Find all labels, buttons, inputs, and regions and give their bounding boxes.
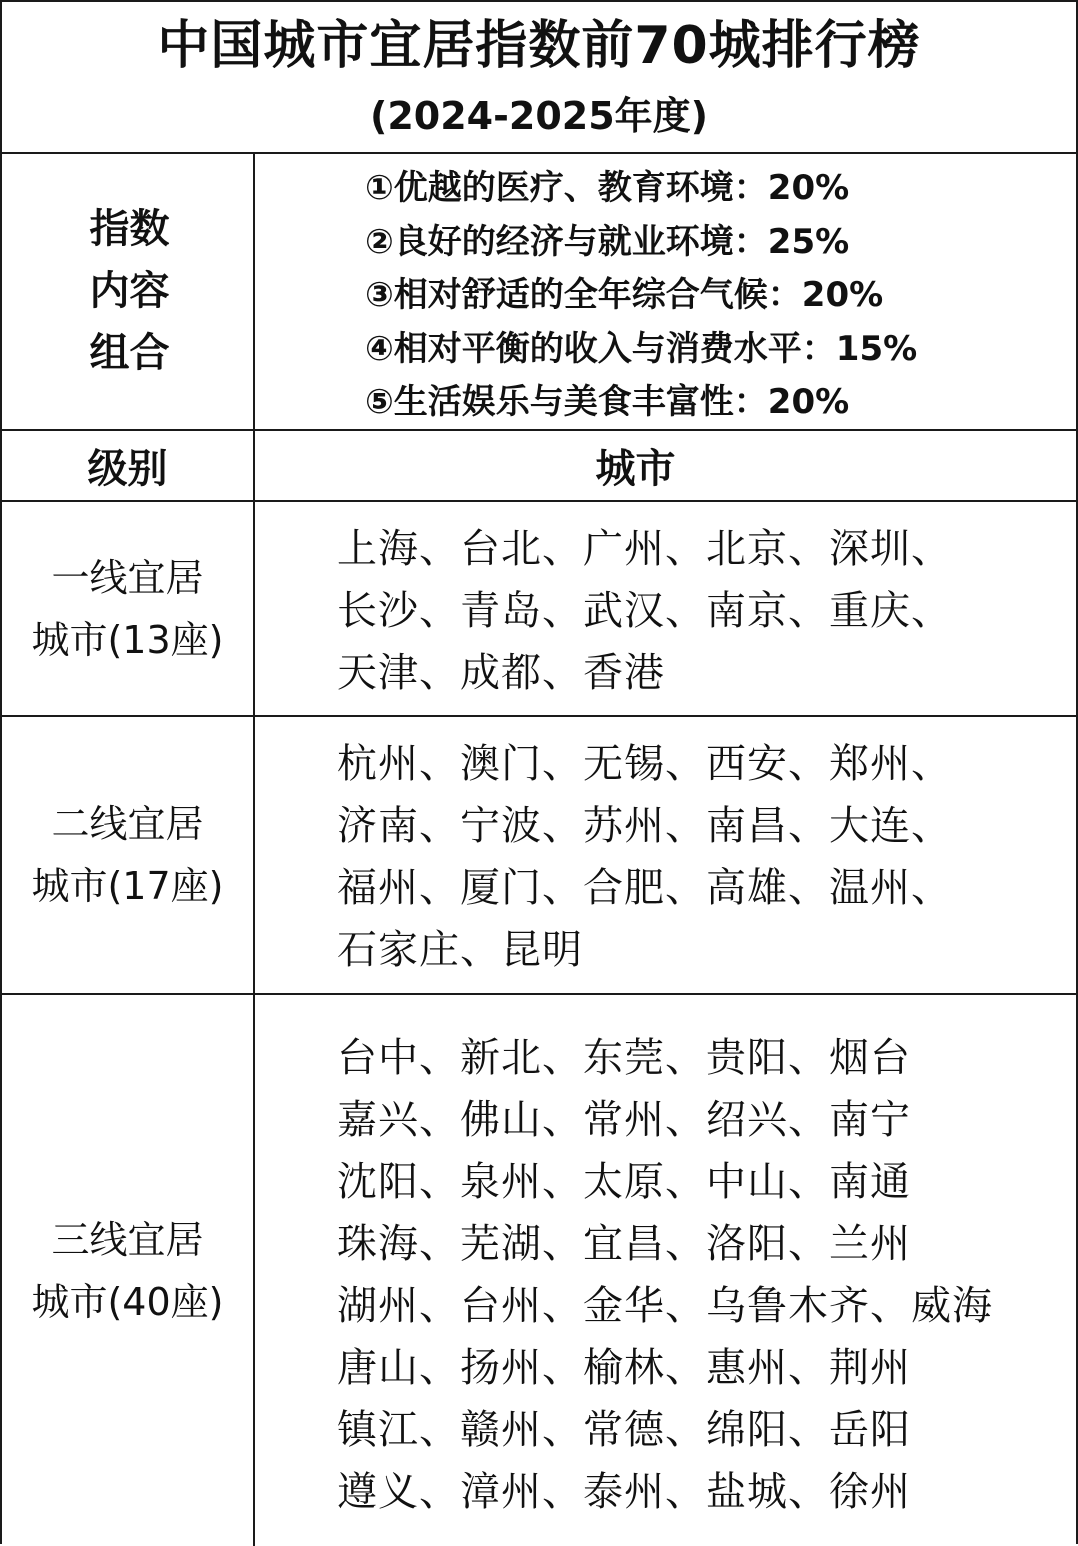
city-line: 石家庄、昆明 [337,927,583,973]
tier-label [31,547,223,671]
city-line: 台中、新北、东莞、贵阳、烟台 [337,1035,911,1081]
page-title: 中国城市宜居指数前70城排行榜 [157,16,921,76]
tier-label-cell [2,502,255,715]
city-list [337,733,952,981]
tier-row-2 [2,717,1076,995]
city-line: 湖州、台州、金华、乌鲁木齐、威海 [337,1283,993,1329]
city-line: 遵义、漳州、泰州、盐城、徐州 [337,1469,911,1515]
index-item: ③相对舒适的全年综合气候：20% [365,275,884,315]
index-label-line: 内容 [89,267,170,314]
tier-label-cell [2,717,255,993]
index-label-line: 指数 [89,205,170,252]
city-line: 杭州、澳门、无锡、西安、郑州、 [337,741,952,787]
header-level: 级别 [87,446,168,492]
tier-row-1 [2,502,1076,717]
tier-cities-cell [255,502,1076,715]
header-city: 城市 [595,446,676,492]
city-line: 唐山、扬州、榆林、惠州、荆州 [337,1345,911,1391]
city-line: 珠海、芜湖、宜昌、洛阳、兰州 [337,1221,911,1267]
city-list [337,1027,993,1523]
tier-label-cell [2,995,255,1546]
header-row [2,431,1076,502]
tier-label-line: 二线宜居 [51,802,204,846]
tier-label [31,1209,223,1333]
city-line: 长沙、青岛、武汉、南京、重庆、 [337,588,952,634]
city-line: 嘉兴、佛山、常州、绍兴、南宁 [337,1097,911,1143]
tier-label-line: 城市(40座) [31,1279,224,1324]
tier-label [31,793,223,917]
header-city-cell [255,431,1076,500]
tier-label-line: 一线宜居 [51,555,204,600]
page-subtitle: (2024-2025年度) [369,94,709,138]
tier-label-line: 城市(17座) [31,864,224,908]
index-item: ⑤生活娱乐与美食丰富性：20% [365,382,850,422]
index-item: ④相对平衡的收入与消费水平：15% [365,328,918,369]
tier-cities-cell [255,995,1076,1546]
city-line: 沈阳、泉州、太原、中山、南通 [337,1159,911,1205]
tier-row-3 [2,995,1076,1546]
index-item: ②良好的经济与就业环境：25% [365,221,850,262]
index-label-cell [2,152,255,429]
index-label [80,198,180,384]
tier-cities-cell [255,717,1076,993]
city-line: 济南、宁波、苏州、南昌、大连、 [337,803,952,849]
city-line: 上海、台北、广州、北京、深圳、 [337,526,952,572]
index-item: ①优越的医疗、教育环境：20% [365,168,850,208]
index-row [2,152,1076,431]
tier-label-line: 三线宜居 [51,1217,204,1262]
city-line: 天津、成都、香港 [337,650,665,696]
index-items-cell [255,152,1076,429]
city-line: 福州、厦门、合肥、高雄、温州、 [337,865,952,911]
tier-label-line: 城市(13座) [31,617,224,662]
title-block [2,2,1076,154]
index-label-line: 组合 [89,329,170,376]
header-level-cell [2,431,255,500]
index-items [365,162,917,430]
city-line: 镇江、赣州、常德、绵阳、岳阳 [337,1407,911,1453]
city-list [337,518,952,704]
